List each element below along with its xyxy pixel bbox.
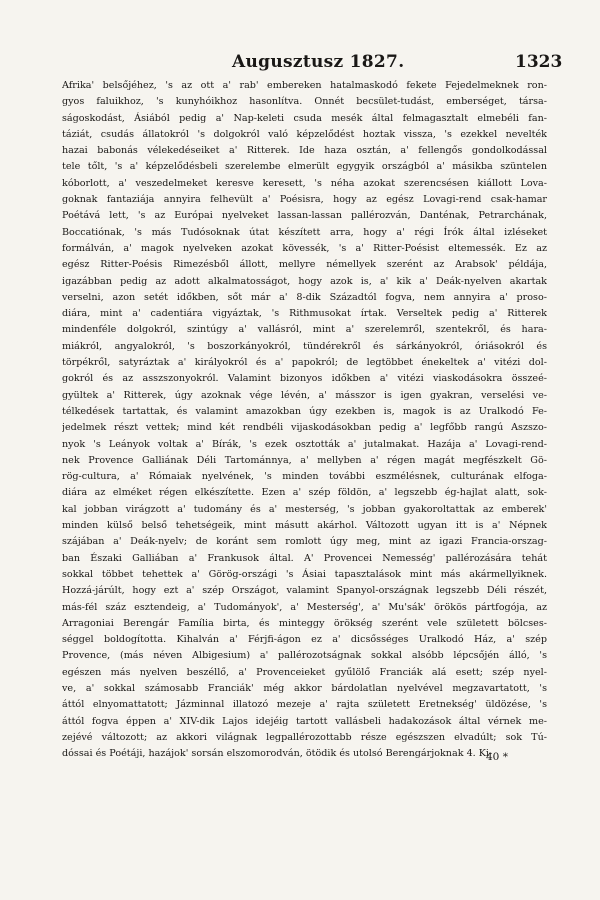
page-number: 1323: [515, 52, 563, 72]
running-header: [0, 52, 600, 80]
text-line: télkedések tartattak, és valamint amazokban úgy ezekben is, magok is az Uralkodó Fe-: [62, 405, 547, 417]
text-line: Afrika' belsőjéhez, 's az ott a' rab' embereken hatalmaskodó fekete Fejedelmeknek ron-: [62, 80, 547, 91]
text-line: séggel boldogította. Kihalván a' Férjfi-ágon ez a' dicsősséges Uralkodó Ház, a' szép: [62, 634, 547, 646]
text-line: áttól elnyomattatott; Jázminnal illatozó mezeje a' rajta született Eretnekség' üldözése, 's: [62, 699, 547, 711]
text-line: egész Ritter-Poésis Rimezésből állott, mellyre némellyek szerént az Arabsok' példája,: [62, 259, 547, 271]
text-line: igazábban pedig az adott alkalmatosságot, hogy azok is, a' kik a' Deák-nyelven akartak: [62, 275, 547, 287]
body-text: [62, 78, 547, 762]
text-line: miákról, angyalokról, 's boszorkányokról, tündérekről és sárkányokról, óriásokról és: [62, 340, 547, 352]
text-line: törpékről, satyráztak a' királyokról és a' papokról; de legtöbbet énekeltek a' vitézi dol-: [62, 357, 547, 369]
text-line: mindenféle dolgokról, szintúgy a' vallásról, mint a' szerelemről, szentekről, és hara-: [62, 324, 547, 336]
text-line: gokról és az asszszonyokról. Valamint bizonyos időkben a' vitézi viaskodásokra összeé-: [62, 373, 547, 385]
text-line: sokkal többet tehettek a' Görög-országi 's Ásiai tapasztalások mint más akármellyiknek.: [62, 568, 547, 580]
text-line: Arragoniai Berengár Família birta, és minteggy örökség szerént vele született bölcses-: [62, 617, 547, 629]
text-line: szájában a' Deák-nyelv; de koránt sem romlott úgy meg, mint az igazi Francia-orszag-: [62, 536, 547, 548]
text-line: zejévé változott; az akkori világnak legpallérozottabb része egészszen elvadúlt; sok Tú-: [62, 731, 547, 743]
text-line: goknak fantaziája annyira felhevült a' Poésisra, hogy az egész Lovagi-rend csak-hamar: [62, 194, 547, 206]
text-line: diára az elméket régen elkészítette. Ezen a' szép földön, a' legszebb ég-hajlat alatt, sok-: [62, 487, 547, 499]
text-line: gyos faluikhoz, 's kunyhóikhoz hasonlítva. Onnét becsület-tudást, emberséget, társa-: [62, 96, 547, 108]
text-line: táziát, csudás állatokról 's dolgokról való képzelődést hoztak vissza, 's ezekkel nevelték: [62, 128, 547, 140]
text-line: Hozzá-járúlt, hogy ezt a' szép Országot, valamint Spanyol-országnak legszebb Déli részét,: [62, 585, 547, 597]
text-line: diára, mint a' cadentiára vigyáztak, 's Rithmusokat írtak. Verseltek pedig a' Ritterek: [62, 308, 547, 320]
text-line: egészen más nyelven beszéllő, a' Provenceieket gyűlölő Franciák alá esett; szép nyel-: [62, 666, 547, 678]
text-line: más-fél száz esztendeig, a' Tudományok', a' Mesterség', a' Mu'sák' örökös pártfogója, az: [62, 601, 547, 613]
text-line: rög-cultura, a' Rómaiak nyelvének, 's minden további eszmélésnek, culturának elfoga-: [62, 471, 547, 483]
text-line: formálván, a' magok nyelveken azokat kövessék, 's a' Ritter-Poésist eltemessék. Ez az: [62, 242, 547, 254]
text-line: dóssai és Poétáji, hazájok' sorsán elszomorodván, ötödik és utolsó Berengárjoknak 4. Ki-: [62, 748, 493, 760]
signature-mark: 40 *: [486, 751, 508, 763]
text-line: ságoskodást, Ásiából pedig a' Nap-keleti csuda mesék által felmagasztalt elmebéli fan-: [62, 112, 547, 124]
page-title: Augusztusz 1827.: [232, 52, 405, 72]
text-line: minden külső belső tehetségeik, mint másutt akárhol. Változott ugyan itt is a' Népnek: [62, 520, 547, 532]
text-line: verselni, azon setét időkben, sőt már a' 8-dik Századtól fogva, nem annyira a' proso-: [62, 291, 547, 303]
text-line: kal jobban virágzott a' tudomány és a' mesterség, 's jobban gyakoroltattak az emberek': [62, 503, 547, 515]
text-line: tele tőlt, 's a' képzelődésbeli szerelembe elmerült egygyik országból a' másikba szüntelen: [62, 161, 547, 173]
text-line: Boccatiónak, 's más Tudósoknak útat készített arra, hogy a' régi Írók által izléseket: [62, 226, 547, 238]
text-line: jedelmek részt vettek; mind két rendbéli vijaskodásokban pedig a' legfőbb rangú Aszszo-: [62, 422, 547, 434]
text-line: ban Északi Galliában a' Frankusok által. A' Provencei Nemesség' pallérozására tehát: [62, 552, 547, 564]
text-line: Poétává lett, 's az Európai nyelveket lassan-lassan pallérozván, Danténak, Petrarchának,: [62, 210, 547, 222]
text-line: ve, a' sokkal számosabb Franciák' még akkor bárdolatlan nyelvével megzavartatott, 's: [62, 682, 547, 694]
text-line: nyok 's Leányok voltak a' Bírák, 's ezek osztották a' jutalmakat. Hazája a' Lovagi-rend-: [62, 438, 547, 450]
text-line: hazai babonás vélekedéseiket a' Ritterek. Ide haza osztán, a' fellengős gondolkodással: [62, 145, 547, 157]
text-line: kóborlott, a' veszedelmeket keresve keresett, 's néha azokat szerencsésen kiállott Lova-: [62, 177, 547, 189]
text-line: gyültek a' Ritterek, úgy azoknak vége lévén, a' másszor is igen gyakran, verselési ve-: [62, 389, 547, 401]
text-line: nek Provence Galliának Déli Tartománnya, a' mellyben a' régen magát megfészkelt Gö-: [62, 454, 547, 466]
text-line: Provence, (más néven Albigesium) a' pallérozotságnak sokkal alsóbb lépcsőjén álló, 's: [62, 650, 547, 662]
text-line: áttól fogva éppen a' XIV-dik Lajos idejéig tartott vallásbeli hadakozások által vérnek me-: [62, 715, 547, 727]
